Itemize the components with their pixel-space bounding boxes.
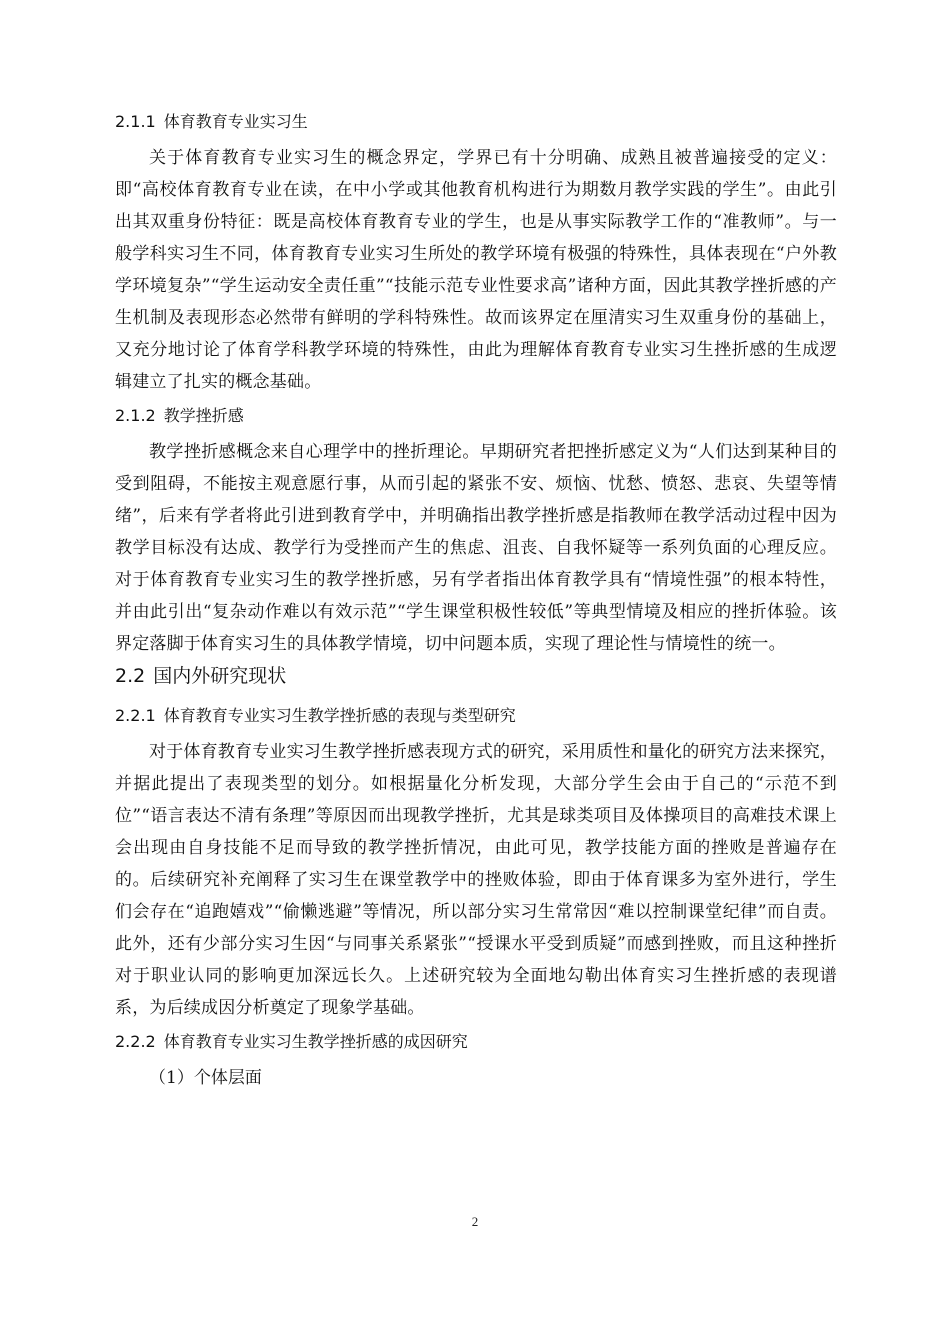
paragraph-2-1-1: 关于体育教育专业实习生的概念界定，学界已有十分明确、成熟且被普遍接受的定义：即“高校体育教育专业在读，在中小学或其他教育机构进行为期数月教学实践的学生”。由此引出其双重身份特征：既是高校体育教育专业的学生，也是从事实际教学工作的“准教师”。与一般学科实习生不同，体育教育专业实习生所处的教学环境有极强的特殊性，具体表现在“户外教学环境复杂”“学生运动安全责任重”“技能示范专业性要求高”诸种方面，因此其教学挫折感的产生机制及表现形态必然带有鲜明的学科特殊性。故而该界定在厘清实习生双重身份的基础上，又充分地讨论了体育学科教学环境的特殊性，由此为理解体育教育专业实习生挫折感的生成逻辑建立了扎实的概念基础。 [115,148,837,392]
document-body [115,104,837,1094]
heading-number: 2.1.1 [115,112,156,131]
heading-2-2-2 [115,1024,837,1062]
heading-2-1-1 [115,104,837,142]
heading-title: 教学挫折感 [163,406,244,425]
heading-2-1-2 [115,398,837,436]
heading-title: 体育教育专业实习生 [163,112,308,131]
heading-title: 体育教育专业实习生教学挫折感的表现与类型研究 [163,706,516,725]
heading-number: 2.2 [115,665,146,687]
heading-2-2-1 [115,698,837,736]
heading-title: 体育教育专业实习生教学挫折感的成因研究 [163,1032,468,1051]
page-number: 2 [471,1214,479,1229]
heading-number: 2.2.1 [115,706,156,725]
subheading-individual-level: （1）个体层面 [149,1068,262,1088]
heading-2-2 [115,660,837,698]
paragraph-2-2-1: 对于体育教育专业实习生教学挫折感表现方式的研究，采用质性和量化的研究方法来探究，并据此提出了表现类型的划分。如根据量化分析发现，大部分学生会由于自己的“示范不到位”“语言表达不清有条理”等原因而出现教学挫折，尤其是球类项目及体操项目的高难技术课上会出现由自身技能不足而导致的教学挫折情况，由此可见，教学技能方面的挫败是普遍存在的。后续研究补充阐释了实习生在课堂教学中的挫败体验，即由于体育课多为室外进行，学生们会存在“追跑嬉戏”“偷懒逃避”等情况，所以部分实习生常常因“难以控制课堂纪律”而自责。此外，还有少部分实习生因“与同事关系紧张”“授课水平受到质疑”而感到挫败，而且这种挫折对于职业认同的影响更加深远长久。上述研究较为全面地勾勒出体育实习生挫折感的表现谱系，为后续成因分析奠定了现象学基础。 [115,742,837,1018]
heading-number: 2.2.2 [115,1032,156,1051]
paragraph-2-1-2: 教学挫折感概念来自心理学中的挫折理论。早期研究者把挫折感定义为“人们达到某种目的受到阻碍，不能按主观意愿行事，从而引起的紧张不安、烦恼、忧愁、愤怒、悲哀、失望等情绪”，后来有学者将此引进到教育学中，并明确指出教学挫折感是指教师在教学活动过程中因为教学目标没有达成、教学行为受挫而产生的焦虑、沮丧、自我怀疑等一系列负面的心理反应。对于体育教育专业实习生的教学挫折感，另有学者指出体育教学具有“情境性强”的根本特性，并由此引出“复杂动作难以有效示范”“学生课堂积极性较低”等典型情境及相应的挫折体验。该界定落脚于体育实习生的具体教学情境，切中问题本质，实现了理论性与情境性的统一。 [115,442,837,654]
heading-number: 2.1.2 [115,406,156,425]
heading-title: 国内外研究现状 [153,665,287,687]
